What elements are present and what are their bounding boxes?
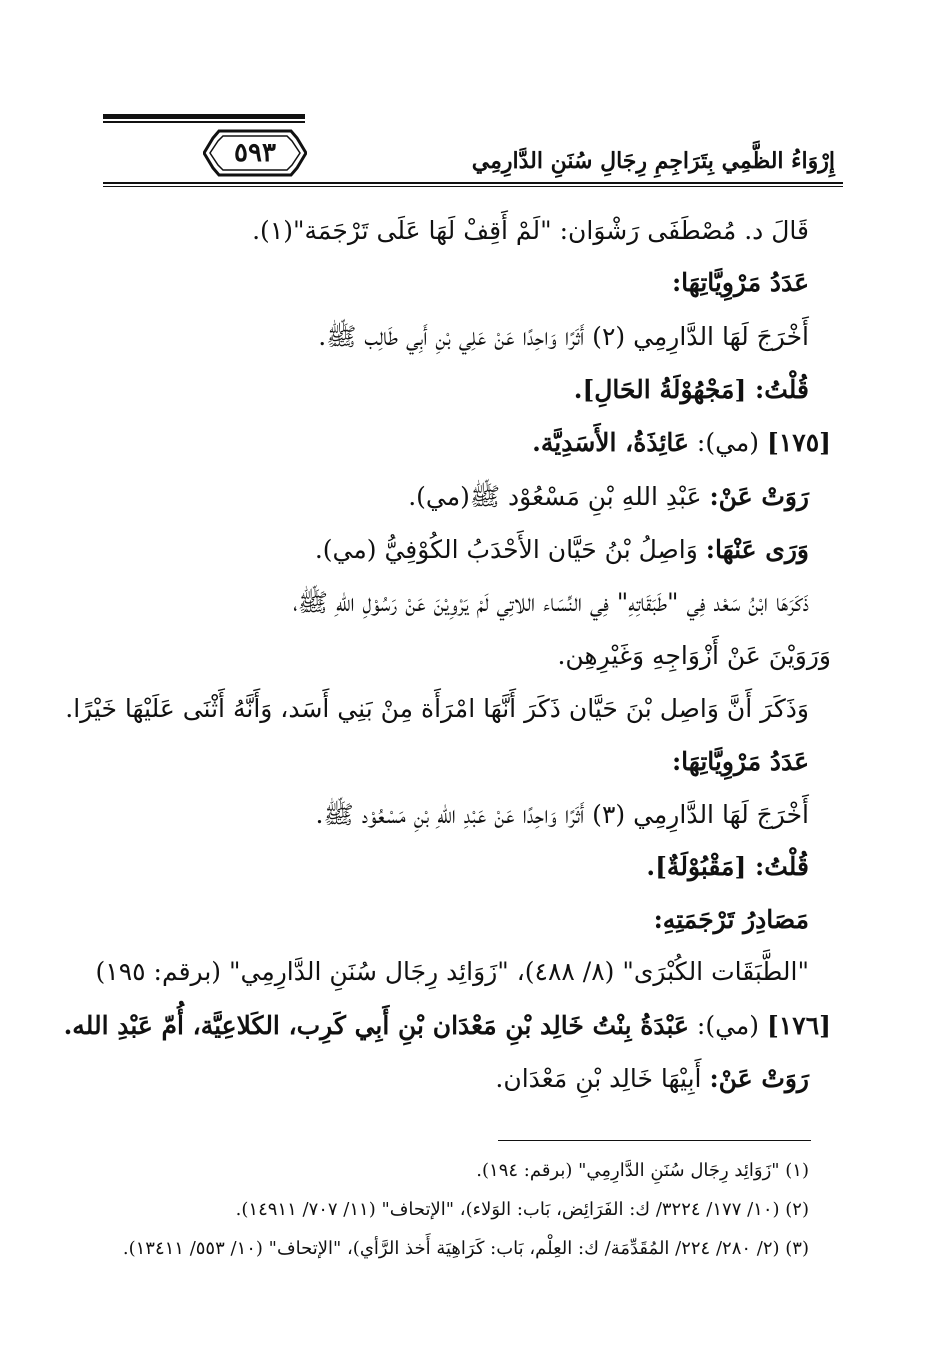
text: عَبْدِ اللهِ بْنِ مَسْعُوْد ﷺ(مي). (408, 482, 710, 511)
text-line: أَخْرَجَ لَهَا الدَّارِمِي (٢) أَثَرًا وَاحِدًا عَنْ عَلِي بْنِ أَبِي طَالِب ﷺ. (318, 322, 809, 351)
entry-source: (مي): (688, 428, 768, 457)
entry-heading (532, 428, 831, 458)
verdict: [مَجْهُوْلَةُ الحَالِ]. (573, 375, 755, 404)
entry-source: (مي): (688, 1011, 768, 1040)
label: رَوَتْ عَنْ: (709, 1064, 809, 1093)
label: وَرَى عَنْهَا: (705, 535, 809, 564)
section-heading: عَدَدُ مَرْوِيَّاتِهَا: (671, 747, 809, 776)
text-line (315, 535, 809, 565)
entry-number: [١٧٥] (767, 428, 831, 457)
text-line (646, 852, 809, 882)
label: قُلْتُ: (754, 375, 809, 404)
text-line: "الطَّبَقَات الكُبْرَى" (٨/ ٤٨٨)، "زَوَائِد رِجَال سُنَنِ الدَّارِمِي" (برقم: ١٩٥) (95, 957, 809, 986)
entry-name: عَبْدَةُ بِنْتُ خَالِد بْنِ مَعْدَان بْنِ أَبِي كَرِب، الكَلاعِيَّة، أُمّ عَبْدِ الله. (63, 1011, 689, 1040)
text-line: وَرَوَيْنَ عَنْ أَزْوَاجِهِ وَغَيْرِهِن. (557, 641, 831, 670)
text: وَاصِلُ بْنُ حَيَّان الأَحْدَبُ الكُوْفِيُّ (مي). (314, 535, 706, 564)
header-rule (103, 182, 843, 184)
text-line: أَخْرَجَ لَهَا الدَّارِمِي (٣) أَثَرًا وَاحِدًا عَنْ عَبْدِ اللهِ بْنِ مَسْعُوْد ﷺ. (315, 800, 809, 829)
text-line: وَذَكَرَ أَنَّ وَاصِل بْنَ حَيَّان ذَكَرَ أَنَّهَا امْرَأَة مِنْ بَنِي أَسَد، وَأَنَّهُ أَثْنَى عَلَيْهَا خَيْرًا. (65, 694, 809, 723)
label: رَوَتْ عَنْ: (709, 482, 809, 511)
header-top-rule (103, 114, 305, 119)
text-line (495, 1064, 809, 1094)
text-line (574, 375, 809, 405)
entry-heading (64, 1011, 831, 1041)
text-line: ذَكَرَهَا ابْنُ سَعْد فِي "طَبَقَاتِهِ" فِي النِّسَاء اللاتِي لَمْ يَرْوِيْنَ عَنْ رَسُوْلِ اللهِ ﷺ، (292, 588, 809, 617)
footnote: (٢) (١٠/ ١٧٧/ ٣٢٢٤/ ك: الفَرَائِض، بَاب: الوَلاء)، "الإتحاف" (١١/ ٧٠٧/ ١٤٩١١). (235, 1199, 809, 1220)
text: أَبِيْهَا خَالِد بْنِ مَعْدَان. (495, 1064, 710, 1093)
text-line: قَالَ د. مُصْطَفَى رَشْوَان: "لَمْ أَقِفْ لَهَا عَلَى تَرْجَمَة"(١). (252, 216, 809, 245)
footnote-separator (498, 1140, 811, 1141)
section-heading: عَدَدُ مَرْوِيَّاتِهَا: (671, 268, 809, 297)
section-heading: مَصَادِرُ تَرْجَمَتِهِ: (653, 905, 809, 934)
running-title: إِرْوَاءُ الظَّمِي بِتَرَاجِمِ رِجَالِ سُنَنِ الدَّارِمِي (471, 148, 835, 174)
footnote: (٣) (٢/ ٢٨٠/ ٢٢٤/ المُقَدِّمَة/ ك: العِلْم، بَاب: كَرَاهِيَة أَخذ الرَّأي)، "الإتحاف" (١٠/ ٥٥٣/ ١٣٤١١). (122, 1238, 809, 1259)
header-rule-thin (103, 186, 843, 187)
text-line (408, 482, 809, 512)
entry-name: عَائِذَةُ، الأَسَدِيَّة. (532, 428, 689, 457)
verdict: [مَقْبُوْلَةٌ]. (646, 852, 755, 881)
entry-number: [١٧٦] (767, 1011, 831, 1040)
page-number-badge (203, 128, 307, 178)
header-top-rule-thin (103, 121, 305, 123)
page-number: ٥٩٣ (234, 138, 276, 168)
label: قُلْتُ: (754, 852, 809, 881)
footnote: (١) "زَوَائِد رِجَال سُنَنِ الدَّارِمِي" (برقم: ١٩٤). (476, 1160, 809, 1181)
